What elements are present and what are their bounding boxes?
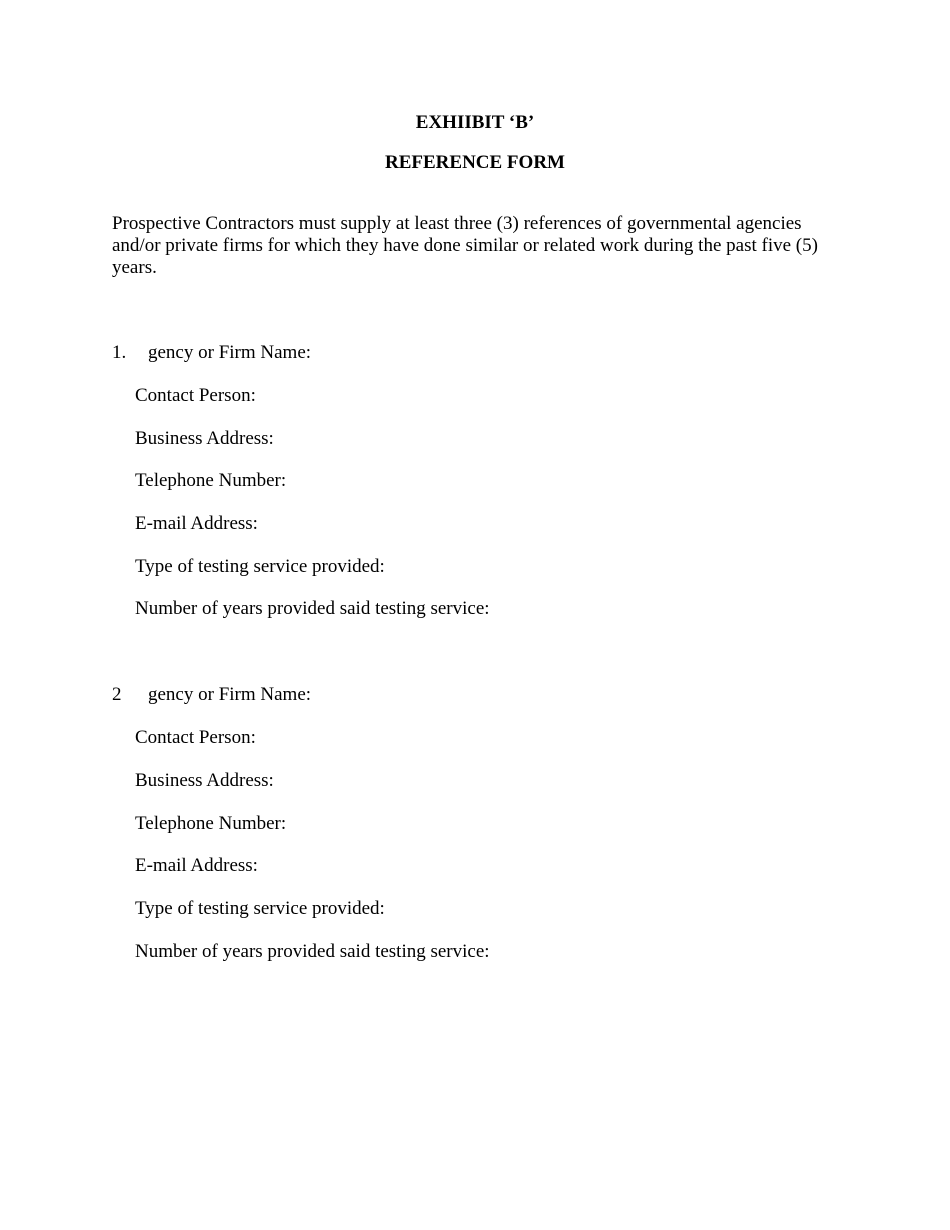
email-address-label: E-mail Address:	[135, 855, 258, 876]
exhibit-title: EXHIIBIT ‘B’	[415, 112, 535, 133]
agency-name-label: gency or Firm Name:	[148, 684, 312, 705]
intro-paragraph: Prospective Contractors must supply at least three (3) references of governmental agencies and/or private firms for which they have done similar or related work during the past five (5) years.	[112, 213, 818, 278]
contact-person-label: Contact Person:	[135, 385, 256, 406]
service-type-label: Type of testing service provided:	[135, 556, 385, 577]
telephone-number-label: Telephone Number:	[135, 813, 287, 834]
agency-name-label: gency or Firm Name:	[148, 342, 312, 363]
contact-person-label: Contact Person:	[135, 727, 256, 748]
years-of-service-label: Number of years provided said testing service:	[135, 598, 490, 619]
years-of-service-label: Number of years provided said testing service:	[135, 941, 490, 962]
form-title: REFERENCE FORM	[385, 152, 565, 173]
service-type-label: Type of testing service provided:	[135, 898, 385, 919]
reference-number: 2	[112, 684, 122, 705]
business-address-label: Business Address:	[135, 428, 274, 449]
email-address-label: E-mail Address:	[135, 513, 258, 534]
telephone-number-label: Telephone Number:	[135, 470, 287, 491]
business-address-label: Business Address:	[135, 770, 274, 791]
reference-number: 1.	[112, 342, 127, 363]
